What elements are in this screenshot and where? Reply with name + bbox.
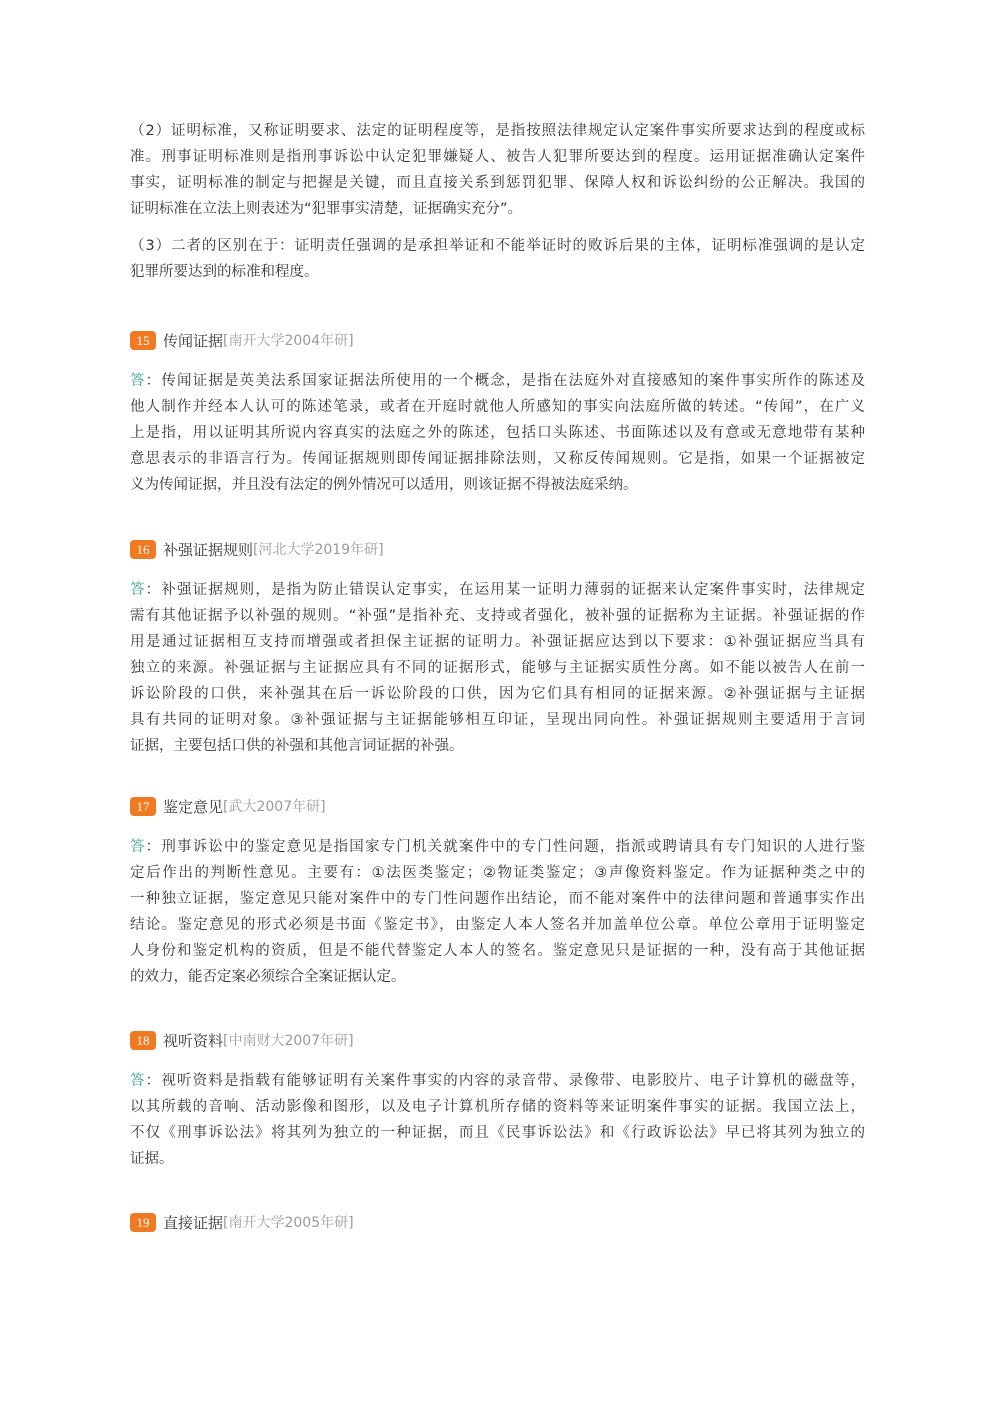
question-source: [河北大学2019年研]: [253, 542, 384, 558]
text-line: （3）二者的区别在于：证明责任强调的是承担举证和不能举证时的败诉后果的主体，证明标准强调的是认定: [130, 238, 865, 254]
question-number-badge: 16: [130, 540, 156, 559]
paragraph: [130, 577, 865, 759]
text-line: 意思表示的非语言行为。传闻证据规则即传闻证据排除法则，又称反传闻规则。它是指，如果一个证据被定: [130, 451, 865, 467]
question-number-badge: 17: [130, 797, 156, 816]
question-title: 视听资料: [163, 1031, 224, 1050]
paragraph: [130, 233, 865, 285]
paragraph: [130, 1068, 865, 1172]
text-line: 证明标准在立法上则表述为“犯罪事实清楚，证据确实充分”。: [130, 201, 523, 217]
text-line: 他人制作并经本人认可的陈述笔录，或者在开庭时就他人所感知的事实向法庭所做的转述。“传闻”，在广义: [130, 399, 865, 415]
text-line: 诉讼阶段的口供，来补强其在后一诉讼阶段的口供，因为它们具有相同的证据来源。②补强证据与主证据: [130, 686, 865, 702]
question-source: [武大2007年研]: [223, 799, 326, 815]
question-heading: [130, 796, 326, 816]
text-line: [130, 577, 865, 603]
text-line: 人身份和鉴定机构的资质，但是不能代替鉴定人本人的签名。鉴定意见只是证据的一种，没有高于其他证据: [130, 943, 865, 959]
text-line: 定后作出的判断性意见。主要有：①法医类鉴定；②物证类鉴定；③声像资料鉴定。作为证据种类之中的: [130, 865, 865, 881]
answer-label: 答: [130, 839, 146, 855]
text-line: 用是通过证据相互支持而增强或者担保主证据的证明力。补强证据应达到以下要求：①补强证据应当具有: [130, 634, 865, 650]
text-line: 义为传闻证据，并且没有法定的例外情况可以适用，则该证据不得被法庭采纳。: [130, 477, 638, 493]
question-source: [南开大学2005年研]: [223, 1215, 354, 1231]
text-line: 一种独立证据，鉴定意见只能对案件中的专门性问题作出结论，而不能对案件中的法律问题和普通事实作出: [130, 891, 865, 907]
text-line: [130, 368, 865, 394]
answer-text: ：补强证据规则，是指为防止错误认定事实，在运用某一证明力薄弱的证据来认定案件事实时，法律规定: [145, 582, 866, 598]
text-line: [130, 834, 865, 860]
text-line: 以其所载的音响、活动影像和图形，以及电子计算机所存储的资料等来证明案件事实的证据。我国立法上，: [130, 1099, 865, 1115]
answer-label: 答: [130, 582, 146, 598]
text-line: 准。刑事证明标准则是指刑事诉讼中认定犯罪嫌疑人、被告人犯罪所要达到的程度。运用证据准确认定案件: [130, 149, 865, 165]
question-title: 补强证据规则: [163, 540, 254, 559]
text-line: 上是指，用以证明其所说内容真实的法庭之外的陈述，包括口头陈述、书面陈述以及有意或无意地带有某种: [130, 425, 865, 441]
text-line: 的效力，能否定案必须综合全案证据认定。: [130, 969, 406, 985]
answer-text: ：视听资料是指载有能够证明有关案件事实的内容的录音带、录像带、电影胶片、电子计算机的磁盘等，: [145, 1073, 866, 1089]
text-line: 证据。: [130, 1151, 174, 1167]
answer-text: ：传闻证据是英美法系国家证据法所使用的一个概念，是指在法庭外对直接感知的案件事实所作的陈述及: [145, 373, 866, 389]
answer-text: ：刑事诉讼中的鉴定意见是指国家专门机关就案件中的专门性问题，指派或聘请具有专门知识的人进行鉴: [145, 839, 866, 855]
paragraph: [130, 834, 865, 990]
question-heading: [130, 1212, 354, 1232]
question-source: [中南财大2007年研]: [223, 1033, 354, 1049]
question-heading: [130, 1030, 354, 1050]
text-line: （2）证明标准，又称证明要求、法定的证明程度等，是指按照法律规定认定案件事实所要求达到的程度或标: [130, 123, 865, 139]
text-line: 需有其他证据予以补强的规则。“补强”是指补充、支持或者强化，被补强的证据称为主证据。补强证据的作: [130, 608, 865, 624]
question-number-badge: 15: [130, 331, 156, 350]
text-line: 事实，证明标准的制定与把握是关键，而且直接关系到惩罚犯罪、保障人权和诉讼纠纷的公正解决。我国的: [130, 175, 865, 191]
paragraph: [130, 118, 865, 222]
question-heading: [130, 330, 354, 350]
question-title: 传闻证据: [163, 331, 224, 350]
question-source: [南开大学2004年研]: [223, 333, 354, 349]
question-title: 直接证据: [163, 1213, 224, 1232]
text-line: 独立的来源。补强证据与主证据应具有不同的证据形式，能够与主证据实质性分离。如不能以被告人在前一: [130, 660, 865, 676]
question-number-badge: 18: [130, 1031, 156, 1050]
question-number-badge: 19: [130, 1213, 156, 1232]
text-line: 不仅《刑事诉讼法》将其列为独立的一种证据，而且《民事诉讼法》和《行政诉讼法》早已将其列为独立的: [130, 1125, 865, 1141]
text-line: 具有共同的证明对象。③补强证据与主证据能够相互印证，呈现出同向性。补强证据规则主要适用于言词: [130, 712, 865, 728]
text-line: 犯罪所要达到的标准和程度。: [130, 264, 319, 280]
text-line: 证据，主要包括口供的补强和其他言词证据的补强。: [130, 738, 464, 754]
answer-label: 答: [130, 373, 146, 389]
text-line: 结论。鉴定意见的形式必须是书面《鉴定书》，由鉴定人本人签名并加盖单位公章。单位公章用于证明鉴定: [130, 917, 865, 933]
text-line: [130, 1068, 865, 1094]
answer-label: 答: [130, 1073, 146, 1089]
question-heading: [130, 539, 384, 559]
paragraph: [130, 368, 865, 498]
question-title: 鉴定意见: [163, 797, 224, 816]
